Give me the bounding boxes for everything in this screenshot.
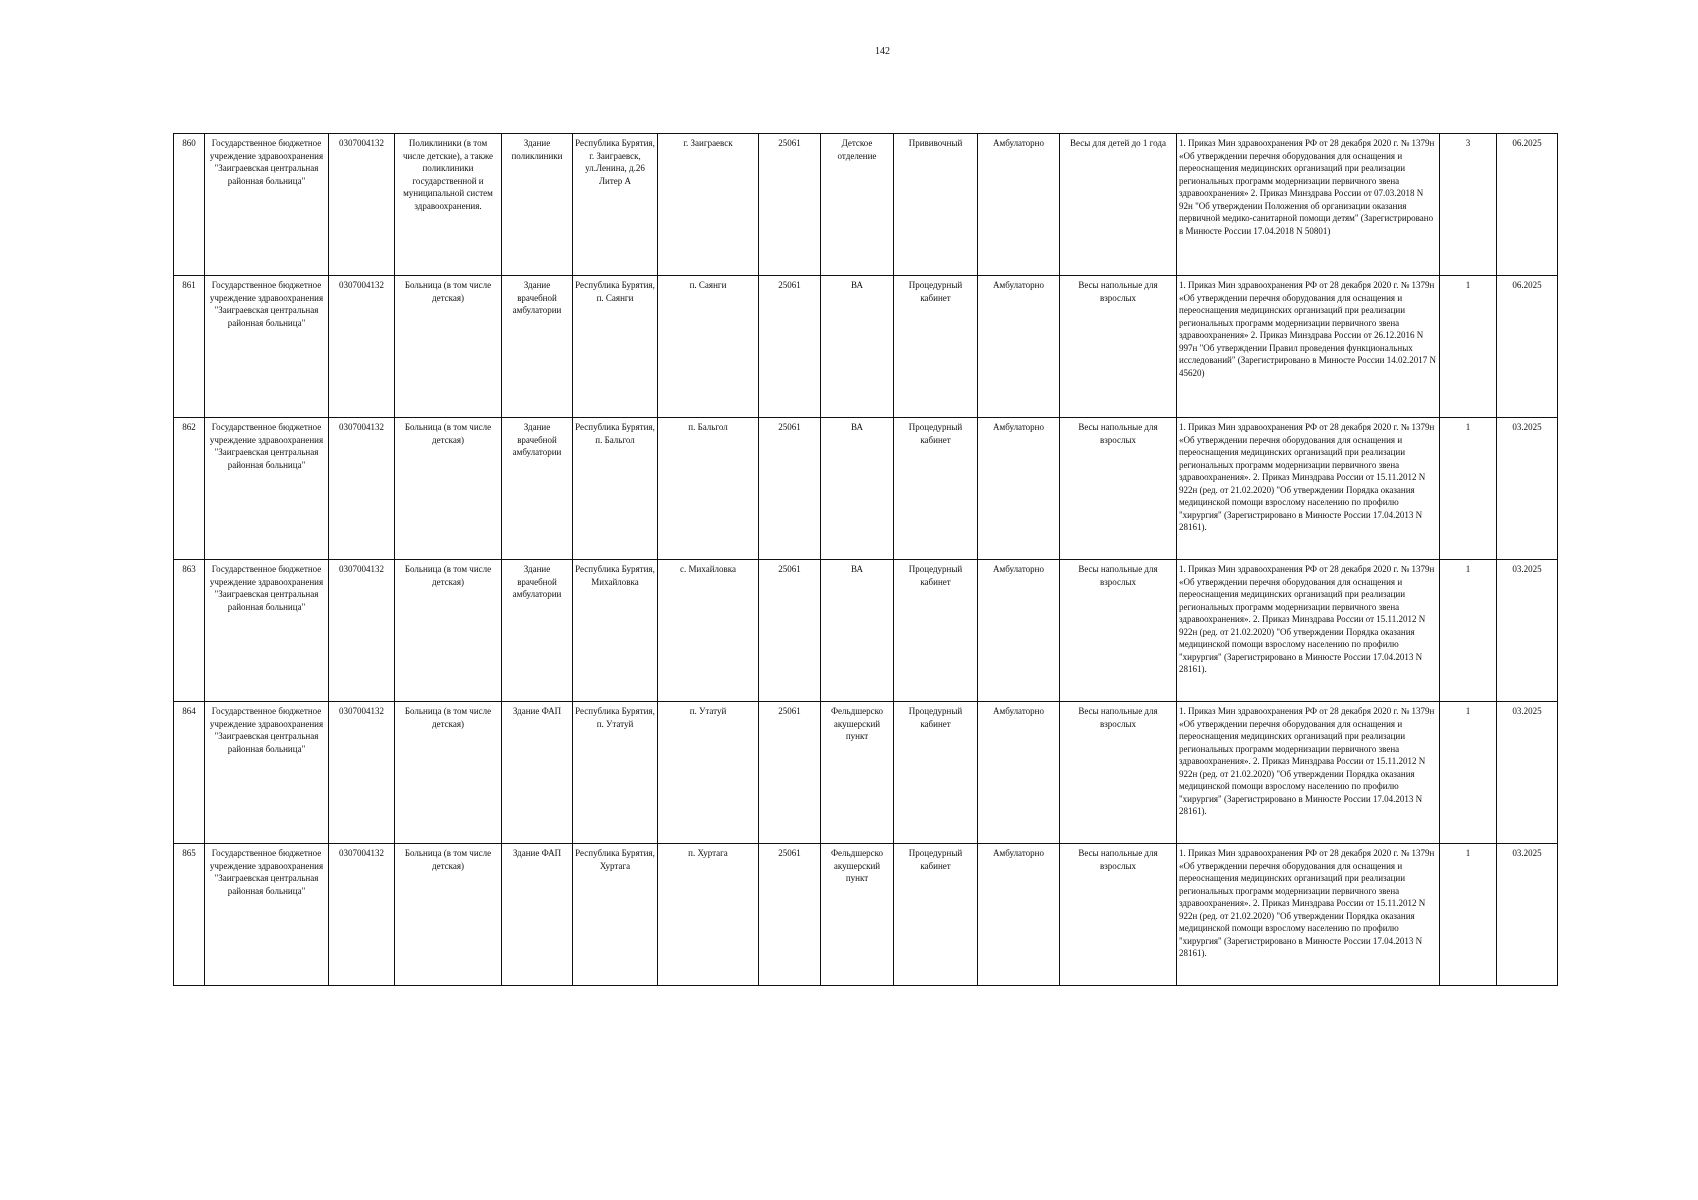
cell-unit: ВА — [821, 276, 894, 418]
cell-legal-basis: 1. Приказ Мин здравоохранения РФ от 28 декабря 2020 г. № 1379н «Об утверждении перечня оборудования для оснащения и переоснащения медицинских организаций при реализации региональных программ модернизации первичного звена здравоохранения» 2. Приказ Минздрава России от 07.03.2018 N 92н "Об утверждении Положения об организации оказания первичной медико-санитарной помощи детям" (Зарегистрировано в Минюсте России 17.04.2018 N 50801) — [1177, 134, 1440, 276]
cell-date: 06.2025 — [1497, 134, 1558, 276]
cell-code: 25061 — [759, 134, 821, 276]
table-row — [174, 560, 1558, 702]
cell-code: 25061 — [759, 418, 821, 560]
cell-building: Здание врачебной амбулатории — [502, 418, 573, 560]
cell-settlement: п. Утатуй — [658, 702, 759, 844]
cell-address: Республика Бурятия, п. Бальгол — [573, 418, 658, 560]
cell-equipment: Весы для детей до 1 года — [1060, 134, 1177, 276]
cell-unit: ВА — [821, 560, 894, 702]
cell-building: Здание врачебной амбулатории — [502, 276, 573, 418]
cell-date: 03.2025 — [1497, 844, 1558, 986]
table-row — [174, 134, 1558, 276]
cell-inn: 0307004132 — [329, 702, 395, 844]
table-row — [174, 702, 1558, 844]
cell-inn: 0307004132 — [329, 418, 395, 560]
cell-date: 06.2025 — [1497, 276, 1558, 418]
cell-facility-type: Больница (в том числе детская) — [395, 276, 502, 418]
cell-unit: ВА — [821, 418, 894, 560]
cell-equipment: Весы напольные для взрослых — [1060, 418, 1177, 560]
cell-facility-type: Больница (в том числе детская) — [395, 702, 502, 844]
cell-facility-type: Больница (в том числе детская) — [395, 844, 502, 986]
cell-legal-basis: 1. Приказ Мин здравоохранения РФ от 28 декабря 2020 г. № 1379н «Об утверждении перечня оборудования для оснащения и переоснащения медицинских организаций при реализации региональных программ модернизации первичного звена здравоохранения». 2. Приказ Минздрава России от 15.11.2012 N 922н (ред. от 21.02.2020) "Об утверждении Порядка оказания медицинской помощи взрослому населению по профилю "хирургия" (Зарегистрировано в Минюсте России 17.04.2013 N 28161). — [1177, 560, 1440, 702]
cell-code: 25061 — [759, 276, 821, 418]
cell-building: Здание ФАП — [502, 844, 573, 986]
cell-building: Здание врачебной амбулатории — [502, 560, 573, 702]
cell-unit: Детское отделение — [821, 134, 894, 276]
cell-quantity: 1 — [1440, 560, 1497, 702]
cell-date: 03.2025 — [1497, 702, 1558, 844]
cell-organization: Государственное бюджетное учреждение здравоохранения "Заиграевская центральная районная больница" — [205, 418, 329, 560]
cell-organization: Государственное бюджетное учреждение здравоохранения "Заиграевская центральная районная больница" — [205, 276, 329, 418]
cell-row-number: 862 — [174, 418, 205, 560]
cell-quantity: 1 — [1440, 276, 1497, 418]
cell-quantity: 3 — [1440, 134, 1497, 276]
cell-row-number: 864 — [174, 702, 205, 844]
cell-room: Процедурный кабинет — [894, 276, 978, 418]
cell-room: Процедурный кабинет — [894, 418, 978, 560]
cell-organization: Государственное бюджетное учреждение здравоохранения "Заиграевская центральная районная больница" — [205, 844, 329, 986]
cell-settlement: п. Саянги — [658, 276, 759, 418]
cell-inn: 0307004132 — [329, 134, 395, 276]
cell-row-number: 863 — [174, 560, 205, 702]
cell-code: 25061 — [759, 702, 821, 844]
cell-building: Здание ФАП — [502, 702, 573, 844]
cell-mode: Амбулаторно — [978, 702, 1060, 844]
cell-settlement: п. Хуртага — [658, 844, 759, 986]
cell-settlement: п. Бальгол — [658, 418, 759, 560]
table-row — [174, 844, 1558, 986]
cell-inn: 0307004132 — [329, 844, 395, 986]
cell-quantity: 1 — [1440, 418, 1497, 560]
cell-facility-type: Больница (в том числе детская) — [395, 418, 502, 560]
cell-address: Республика Бурятия, п. Утатуй — [573, 702, 658, 844]
cell-room: Процедурный кабинет — [894, 844, 978, 986]
cell-inn: 0307004132 — [329, 276, 395, 418]
cell-organization: Государственное бюджетное учреждение здравоохранения "Заиграевская центральная районная больница" — [205, 702, 329, 844]
table-row — [174, 418, 1558, 560]
cell-room: Процедурный кабинет — [894, 702, 978, 844]
cell-organization: Государственное бюджетное учреждение здравоохранения "Заиграевская центральная районная больница" — [205, 134, 329, 276]
cell-equipment: Весы напольные для взрослых — [1060, 844, 1177, 986]
cell-equipment: Весы напольные для взрослых — [1060, 276, 1177, 418]
cell-building: Здание поликлиники — [502, 134, 573, 276]
cell-settlement: г. Заиграевск — [658, 134, 759, 276]
cell-address: Республика Бурятия, п. Саянги — [573, 276, 658, 418]
cell-room: Процедурный кабинет — [894, 560, 978, 702]
cell-row-number: 865 — [174, 844, 205, 986]
cell-legal-basis: 1. Приказ Мин здравоохранения РФ от 28 декабря 2020 г. № 1379н «Об утверждении перечня оборудования для оснащения и переоснащения медицинских организаций при реализации региональных программ модернизации первичного звена здравоохранения». 2. Приказ Минздрава России от 15.11.2012 N 922н (ред. от 21.02.2020) "Об утверждении Порядка оказания медицинской помощи взрослому населению по профилю "хирургия" (Зарегистрировано в Минюсте России 17.04.2013 N 28161). — [1177, 702, 1440, 844]
cell-unit: Фельдшерско акушерский пункт — [821, 702, 894, 844]
cell-code: 25061 — [759, 560, 821, 702]
cell-date: 03.2025 — [1497, 418, 1558, 560]
cell-organization: Государственное бюджетное учреждение здравоохранения "Заиграевская центральная районная больница" — [205, 560, 329, 702]
cell-unit: Фельдшерско акушерский пункт — [821, 844, 894, 986]
equipment-registry-table — [173, 133, 1558, 986]
cell-room: Прививочный — [894, 134, 978, 276]
cell-inn: 0307004132 — [329, 560, 395, 702]
cell-quantity: 1 — [1440, 844, 1497, 986]
cell-row-number: 861 — [174, 276, 205, 418]
cell-address: Республика Бурятия, Михайловка — [573, 560, 658, 702]
cell-quantity: 1 — [1440, 702, 1497, 844]
cell-mode: Амбулаторно — [978, 418, 1060, 560]
cell-legal-basis: 1. Приказ Мин здравоохранения РФ от 28 декабря 2020 г. № 1379н «Об утверждении перечня оборудования для оснащения и переоснащения медицинских организаций при реализации региональных программ модернизации первичного звена здравоохранения». 2. Приказ Минздрава России от 15.11.2012 N 922н (ред. от 21.02.2020) "Об утверждении Порядка оказания медицинской помощи взрослому населению по профилю "хирургия" (Зарегистрировано в Минюсте России 17.04.2013 N 28161). — [1177, 844, 1440, 986]
cell-address: Республика Бурятия, Хуртага — [573, 844, 658, 986]
cell-mode: Амбулаторно — [978, 276, 1060, 418]
cell-date: 03.2025 — [1497, 560, 1558, 702]
cell-settlement: с. Михайловка — [658, 560, 759, 702]
cell-address: Республика Бурятия, г. Заиграевск, ул.Ленина, д.26 Литер А — [573, 134, 658, 276]
table-row — [174, 276, 1558, 418]
cell-mode: Амбулаторно — [978, 134, 1060, 276]
cell-mode: Амбулаторно — [978, 560, 1060, 702]
cell-equipment: Весы напольные для взрослых — [1060, 702, 1177, 844]
cell-equipment: Весы напольные для взрослых — [1060, 560, 1177, 702]
page-number: 142 — [875, 46, 890, 57]
cell-mode: Амбулаторно — [978, 844, 1060, 986]
cell-facility-type: Поликлиники (в том числе детские), а также поликлиники государственной и муниципальной систем здравоохранения. — [395, 134, 502, 276]
cell-row-number: 860 — [174, 134, 205, 276]
cell-legal-basis: 1. Приказ Мин здравоохранения РФ от 28 декабря 2020 г. № 1379н «Об утверждении перечня оборудования для оснащения и переоснащения медицинских организаций при реализации региональных программ модернизации первичного звена здравоохранения» 2. Приказ Минздрава России от 26.12.2016 N 997н "Об утверждении Правил проведения функциональных исследований" (Зарегистрировано в Минюсте России 14.02.2017 N 45620) — [1177, 276, 1440, 418]
cell-facility-type: Больница (в том числе детская) — [395, 560, 502, 702]
cell-legal-basis: 1. Приказ Мин здравоохранения РФ от 28 декабря 2020 г. № 1379н «Об утверждении перечня оборудования для оснащения и переоснащения медицинских организаций при реализации региональных программ модернизации первичного звена здравоохранения». 2. Приказ Минздрава России от 15.11.2012 N 922н (ред. от 21.02.2020) "Об утверждении Порядка оказания медицинской помощи взрослому населению по профилю "хирургия" (Зарегистрировано в Минюсте России 17.04.2013 N 28161). — [1177, 418, 1440, 560]
cell-code: 25061 — [759, 844, 821, 986]
